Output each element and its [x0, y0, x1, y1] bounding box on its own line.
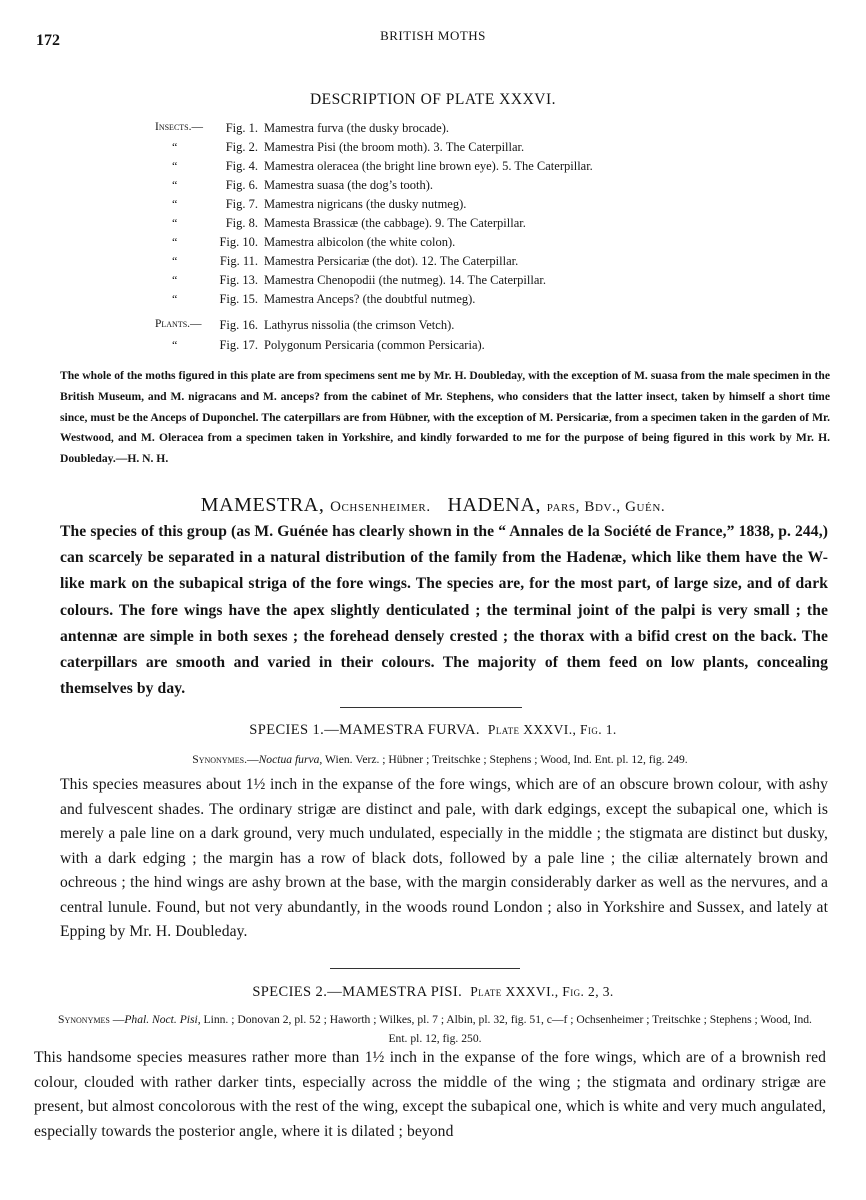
figure-caption: Mamestra furva (the dusky brocade).	[264, 121, 449, 135]
figure-caption: Polygonum Persicaria (common Persicaria).	[264, 338, 485, 352]
page-number: 172	[36, 32, 60, 49]
figure-entry	[0, 159, 866, 178]
ditto-mark: “	[172, 140, 178, 154]
figure-group-label: Insects.—	[155, 121, 203, 133]
figure-number: Fig. 17.	[219, 338, 258, 352]
figure-entry	[0, 121, 866, 140]
genus-heading	[0, 494, 866, 517]
figure-number: Fig. 8.	[225, 216, 258, 230]
figure-caption: Mamestra nigricans (the dusky nutmeg).	[264, 197, 467, 211]
species-description: This handsome species measures rather more than 1½ inch in the expanse of the fore wings, which are of a brownish red colour, clouded with rather darker tints, especially across the middle of the wing ; the stigmata and ordinary strigæ are present, but almost concolorous with the rest of the wing, except the subapical one, which is white and very much angulated, especially towards the posterior angle, where it is dilated ; beyond	[34, 1049, 826, 1140]
synonym-references: Linn. ; Donovan 2, pl. 52 ; Haworth ; Wilkes, pl. 7 ; Albin, pl. 32, fig. 51, c—f ; Ochsenheimer ; Treitschke ; Stephens ; Wood, Ind. Ent. pl. 12, fig. 250.	[200, 1013, 812, 1045]
genus-name: MAMESTRA,	[200, 494, 325, 516]
ditto-mark: “	[172, 273, 178, 287]
genus-author: Ochsenheimer.	[330, 499, 431, 515]
figure-number: Fig. 15.	[219, 292, 258, 306]
species-plate-ref: Plate XXXVI., Fig. 1.	[487, 722, 617, 737]
ditto-mark: “	[172, 292, 178, 306]
figure-number: Fig. 6.	[225, 178, 258, 192]
species-description: This species measures about 1½ inch in the expanse of the fore wings, which are of an obscure brown colour, with ashy and fulvescent shades. The ordinary strigæ are distinct and pale, with dark edgings, except the subapical one, which is merely a pale line on a dark ground, very much undulated, especially in the middle ; the stigmata are distinct but dusky, with a dark edging ; the margin has a row of black dots, followed by a pale line ; the ciliæ alternately brown and ochreous ; the hind wings are ashy brown at the base, with the margin considerably darker as well as the nervures, and a central lunule. Found, but not very abundantly, in the woods round London ; also in Yorkshire and Sussex, and lately at Epping by Mr. H. Doubleday.	[60, 776, 828, 940]
section-divider	[330, 968, 520, 969]
species-title: SPECIES 2.—MAMESTRA PISI.	[252, 984, 463, 1000]
figure-number: Fig. 1.	[225, 121, 258, 135]
figure-number: Fig. 4.	[225, 159, 258, 173]
figure-entry	[0, 178, 866, 197]
figure-entry	[0, 235, 866, 254]
figure-caption: Mamestra Pisi (the broom moth). 3. The Caterpillar.	[264, 140, 525, 154]
figure-number: Fig. 11.	[219, 254, 258, 268]
ditto-mark: “	[172, 338, 178, 352]
figure-caption: Mamestra suasa (the dog’s tooth).	[264, 178, 434, 192]
figure-entry	[0, 318, 866, 337]
figure-entry	[0, 292, 866, 311]
ditto-mark: “	[172, 197, 178, 211]
figure-caption: Mamestra Persicariæ (the dot). 12. The Caterpillar.	[264, 254, 519, 268]
running-title: BRITISH MOTHS	[380, 28, 486, 43]
figure-entry	[0, 216, 866, 235]
figure-group-label: Plants.—	[155, 318, 202, 330]
species-synonyms	[50, 1010, 820, 1048]
plate-description-title: DESCRIPTION OF PLATE XXXVI.	[309, 91, 556, 108]
figure-caption: Mamesta Brassicæ (the cabbage). 9. The Caterpillar.	[264, 216, 526, 230]
ditto-mark: “	[172, 216, 178, 230]
figure-caption: Mamestra albicolon (the white colon).	[264, 235, 456, 249]
genus-intro-paragraph: The species of this group (as M. Guénée has clearly shown in the “ Annales de la Société de France,” 1838, p. 244,) can scarcely be separated in a natural distribution of the family from the Hadenæ, which like them have the W-like mark on the subapical striga of the fore wings. The species are, for the most part, of large size, and of dark colours. The fore wings have the apex slightly denticulated ; the terminal joint of the palpi is very small ; the antennæ are simple in both sexes ; the forehead densely crested ; the thorax with a bifid crest on the back. The caterpillars are smooth and varied in their colours. The majority of them feed on low plants, concealing themselves by day.	[60, 523, 828, 698]
synonym-name: Noctua furva,	[258, 753, 323, 766]
figure-caption: Mamestra Chenopodii (the nutmeg). 14. The Caterpillar.	[264, 273, 546, 287]
figure-number: Fig. 2.	[225, 140, 258, 154]
synonym-references: Wien. Verz. ; Hübner ; Treitschke ; Stephens ; Wood, Ind. Ent. pl. 12, fig. 249.	[322, 753, 688, 766]
species-title: SPECIES 1.—MAMESTRA FURVA.	[249, 722, 480, 738]
plate-notes-paragraph: The whole of the moths figured in this plate are from specimens sent me by Mr. H. Doubleday, with the exception of M. suasa from the male specimen in the British Museum, and M. nigracans and M. anceps? from the cabinet of Mr. Stephens, who considers that the latter insect, taken by himself a short time since, must be the Anceps of Duponchel. The caterpillars are from Hübner, with the exception of M. Persicariæ, from a specimen taken in the garden of Mr. Westwood, and M. Oleracea from a specimen taken in Yorkshire, and kindly forwarded to me for the purpose of being figured in this work by Mr. H. Doubleday.—H. N. H.	[60, 369, 830, 466]
alt-genus-author: pars, Bdv., Guén.	[546, 499, 666, 515]
ditto-mark: “	[172, 235, 178, 249]
figure-entry	[0, 197, 866, 216]
figure-number: Fig. 10.	[219, 235, 258, 249]
section-divider	[340, 707, 522, 708]
figure-number: Fig. 16.	[219, 318, 258, 332]
ditto-mark: “	[172, 159, 178, 173]
ditto-mark: “	[172, 254, 178, 268]
alt-genus-name: HADENA,	[447, 494, 542, 516]
figure-number: Fig. 7.	[225, 197, 258, 211]
synonyms-label: Synonymes.—	[192, 753, 259, 766]
figure-number: Fig. 13.	[219, 273, 258, 287]
ditto-mark: “	[172, 178, 178, 192]
figure-caption: Lathyrus nissolia (the crimson Vetch).	[264, 318, 455, 332]
species-plate-ref: Plate XXXVI., Fig. 2, 3.	[470, 984, 614, 999]
species-synonyms	[60, 750, 820, 769]
figure-entry	[0, 140, 866, 159]
figure-entry	[0, 273, 866, 292]
figure-entry	[0, 338, 866, 357]
species-heading	[0, 984, 866, 1001]
figure-caption: Mamestra Anceps? (the doubtful nutmeg).	[264, 292, 476, 306]
species-heading	[0, 722, 866, 739]
synonym-name: Phal. Noct. Pisi,	[124, 1013, 201, 1026]
figure-entry	[0, 254, 866, 273]
figure-caption: Mamestra oleracea (the bright line brown eye). 5. The Caterpillar.	[264, 159, 593, 173]
synonyms-label: Synonymes —	[58, 1013, 125, 1026]
